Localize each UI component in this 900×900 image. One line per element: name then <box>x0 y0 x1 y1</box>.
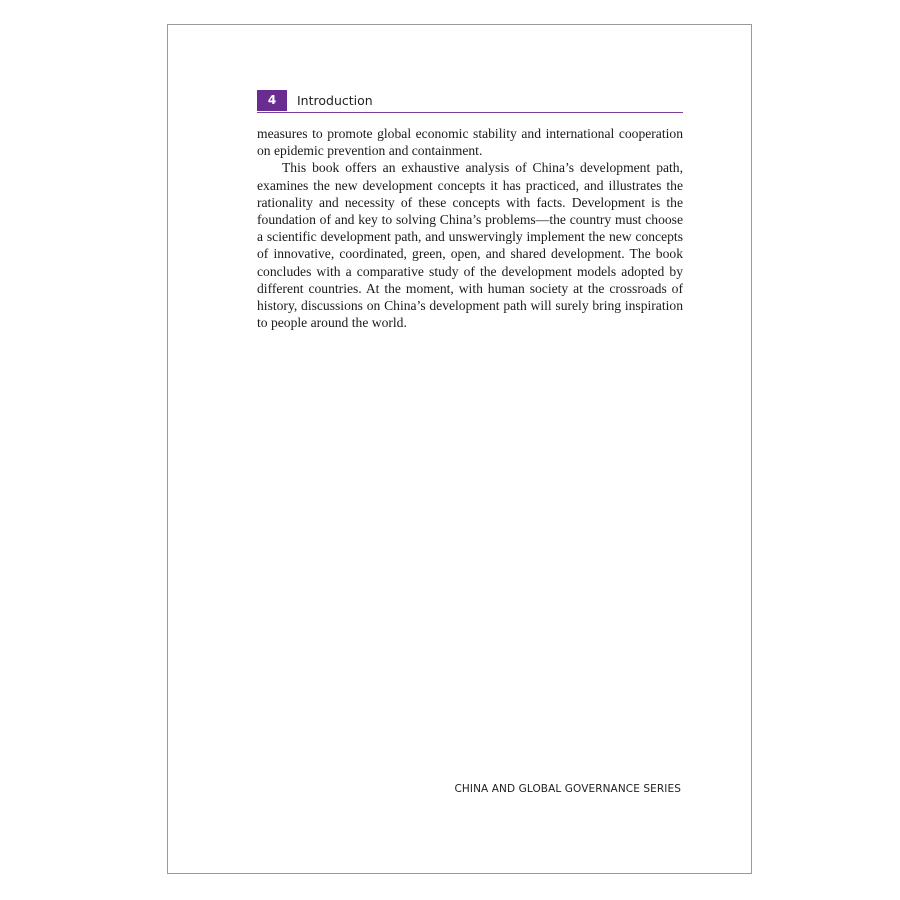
body-text <box>257 125 683 331</box>
book-page <box>167 24 752 874</box>
paragraph: This book offers an exhaustive analysis of China’s development path, examines the new development concepts it has practiced, and illustrates the rationality and necessity of these concepts with facts. Development is the foundation of and key to solving China’s problems—the country must choose a scientific development path, and unswervingly implement the new concepts of innovative, coordinated, green, open, and shared development. The book concludes with a comparative study of the development models adopted by different countries. At the moment, with human society at the crossroads of history, discussions on China’s development path will surely bring inspiration to people around the world. <box>257 160 683 331</box>
series-footer: CHINA AND GLOBAL GOVERNANCE SERIES <box>454 783 681 795</box>
paragraph-continued: measures to promote global economic stability and international cooperation on epidemic prevention and containment. <box>257 126 683 159</box>
page-number-badge: 4 <box>257 90 287 111</box>
section-title: Introduction <box>297 93 373 108</box>
running-header <box>257 90 683 113</box>
